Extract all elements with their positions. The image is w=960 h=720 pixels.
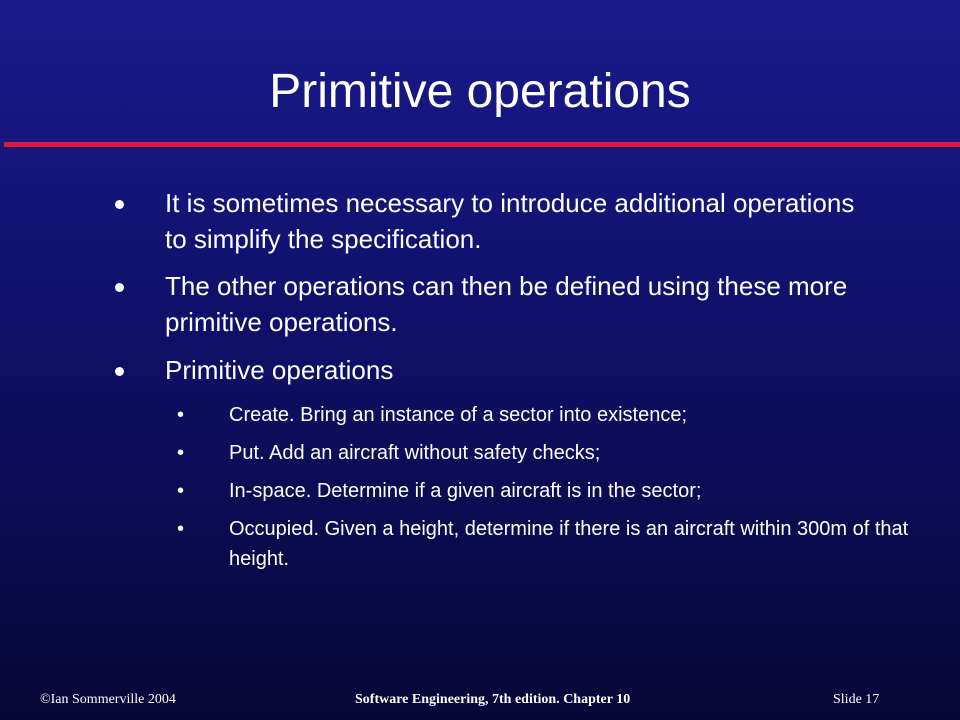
bullet-text: The other operations can then be defined using these more primitive operations. bbox=[165, 271, 848, 337]
sub-bullet-dot-icon: • bbox=[177, 480, 185, 502]
bullet-text: It is sometimes necessary to introduce additional operations to simplify the specification. bbox=[165, 188, 855, 254]
bullet-text: Primitive operations bbox=[165, 355, 394, 385]
sub-bullet-text: Occupied. Given a height, determine if there is an aircraft within 300m of that height. bbox=[229, 518, 909, 570]
sub-bullet-dot-icon: • bbox=[177, 518, 185, 540]
sub-bullet-text: In-space. Determine if a given aircraft is in the sector; bbox=[229, 480, 702, 502]
bullet-dot-icon bbox=[115, 283, 124, 292]
footer-slide-number: Slide 17 bbox=[833, 692, 880, 707]
footer-book-title: Software Engineering, 7th edition. Chapter 10 bbox=[355, 692, 631, 707]
bullet-item bbox=[165, 268, 865, 340]
sub-bullet-text: Create. Bring an instance of a sector into existence; bbox=[229, 404, 688, 426]
sub-bullet-item bbox=[177, 514, 929, 574]
title-divider bbox=[4, 142, 960, 147]
footer-copyright: ©Ian Sommerville 2004 bbox=[40, 692, 176, 707]
sub-bullet-text: Put. Add an aircraft without safety checks; bbox=[229, 442, 601, 464]
slide-title: Primitive operations bbox=[269, 65, 691, 118]
sub-bullet-item bbox=[177, 400, 929, 430]
bullet-item bbox=[165, 352, 865, 388]
sub-bullet-dot-icon: • bbox=[177, 404, 185, 426]
sub-bullet-item bbox=[177, 438, 929, 468]
bullet-item bbox=[165, 185, 865, 257]
sub-bullet-dot-icon: • bbox=[177, 442, 185, 464]
sub-bullet-item bbox=[177, 476, 929, 506]
bullet-dot-icon bbox=[115, 367, 124, 376]
bullet-dot-icon bbox=[115, 200, 124, 209]
